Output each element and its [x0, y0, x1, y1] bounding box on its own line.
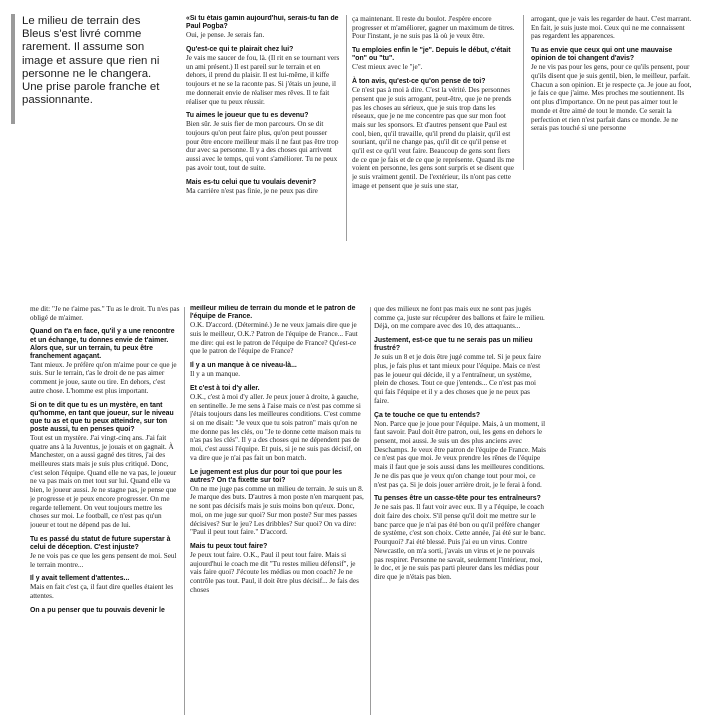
interview-question: On a pu penser que tu pouvais devenir le	[30, 606, 165, 614]
top-column-3	[531, 15, 693, 175]
interview-question: meilleur milieu de terrain du monde et le patron de l'équipe de France.	[190, 305, 356, 321]
interview-question: Ça te touche ce que tu entends?	[374, 411, 481, 419]
interview-answer: O.K., c'est à moi d'y aller. Je peux jouer à droite, à gauche, en sentinelle. Je me sens à l'aise mais ce n'est pas comme si j'étais toujours dans les meilleures conditions. C'est comme si on me disait: "Je veux que tu sois patron" mais qu'on ne me donne pas les clés, ou "Je te donne cette maison mais tu n'as pas les clés". Il y a des choses qui ne dépendent pas de moi, c'est aussi l'équipe. Et puis, si je ne suis pas décisif, on va dire que je n'ai pas fait un bon match.	[190, 392, 362, 462]
interview-answer: Tout est un mystère. J'ai vingt-cinq ans. J'ai fait quatre ans à la Juventus, je jouais et on gagnait. À Manchester, on a aussi gagné des titres, j'ai des meilleures stats mais je suis plus critiqué. Donc, c'est selon l'équipe. Quand elle ne va pas, le joueur ne va pas mais on met tout sur lui. Quand elle va bien, le joueur aussi. Je ne stagne pas, je pense que je progresse et je peux encore progresser. On me regarde tellement. On veut toujours mettre les choses sur moi. Le football, ce n'est pas qu'un joueur et tout ne dépend pas de lui.	[30, 433, 177, 529]
interview-answer: Je vais me saucer de fou, là. (Il rit en se tournant vers un ami présent.) Il est pareil sur le terrain et en dehors, il prend du plaisir. Il est lui-même, il kiffe toujours et ne se la raconte pas. Si j'étais un jeune, il me donnerait envie de réaliser mes rêves. Il te fait réaliser que tu peux réussir.	[186, 53, 340, 106]
interview-answer: Ce n'est pas à moi à dire. C'est la vérité. Des personnes pensent que je suis arrogant, peut-être, que je ne prends pas les choses au sérieux, que je suis trop dans les réseaux, que je ne me concentre pas que sur mon foot mais sur les sponsors. Et d'autres pensent que Paul est cool, bien, qu'il travaille, qu'il prend du plaisir, qu'il est souriant, qu'il ne change pas, qu'il dit ce qu'il pense et qu'il est ce qu'il veut faire. Beaucoup de gens sont fiers de ce que je fais et de ce que je représente. Quand ils me voient en personne, les gens sont surpris et se disent que je suis vraiment gentil. De l'extérieur, ils n'ont pas cette image et pensent que je suis une star,	[352, 86, 515, 190]
interview-question: Il y a un manque à ce niveau-là...	[190, 362, 297, 369]
lead-accent-bar	[11, 14, 15, 124]
interview-answer: Je suis un 8 et je dois être jugé comme tel. Si je peux faire plus, je fais plus et tant mieux pour l'équipe. Mais ce n'est pas le joueur qui décide, il y a l'entraîneur, un système, plein de choses. Tout ce que j'entends... Ce n'est pas moi qui fais l'équipe et il y a des choses que je ne peux pas faire.	[374, 353, 542, 405]
interview-answer: C'est mieux avec le "je".	[352, 63, 423, 72]
interview-question: Si on te dit que tu es un mystère, en tant qu'homme, en tant que joueur, sur le niveau que tu as et que tu peux atteindre, sur ton poste aussi, tu en penses quoi?	[30, 401, 174, 433]
interview-question: Et c'est à toi d'y aller.	[190, 384, 260, 392]
interview-answer: arrogant, que je vais les regarder de haut. C'est marrant. En fait, je suis juste moi. Ceux qui ne me connaissent pas regardent les apparences.	[531, 15, 692, 41]
interview-question: Qu'est-ce qui te plairait chez lui?	[186, 45, 294, 53]
interview-answer: Non. Parce que je joue pour l'équipe. Mais, à un moment, il faut savoir. Paul doit être patron, oui, les gens en dehors le pensent, moi aussi. Je suis un des plus anciens avec Deschamps. Je veux être patron de l'équipe de France. Mais ce n'est pas que moi. Je veux prendre les rênes de l'équipe mais il faut que je sois aussi dans les meilleures conditions. Je ne dis pas que je veux qu'on change tout pour moi, ce n'est pas ça. Si je dois jouer arrière droit, je le ferai à fond.	[374, 419, 546, 489]
interview-question: Tu penses être un casse-tête pour tes entraîneurs?	[374, 495, 541, 503]
column-divider	[346, 15, 347, 241]
interview-answer: Mais en fait c'est ça, il faut dire quelles étaient les attentes.	[30, 583, 174, 601]
interview-answer: Bien sûr. Je suis fier de mon parcours. On se dit toujours qu'on peut faire plus, qu'on peut pousser pour être encore meilleur mais il ne faut pas être trop dur avec sa personne. Il y a des choses qui arrivent aussi avec le temps, qui vont s'améliorer. Tu ne peux pas avoir tout, tout de suite.	[186, 120, 339, 172]
interview-answer: Tant mieux. Je préfère qu'on m'aime pour ce que je suis. Sur le terrain, t'as le droit de ne pas aimer comment je joue, saute ou tire. En dehors, c'est autre chose. L'homme est plus important.	[30, 360, 177, 395]
interview-question: Justement, est-ce que tu ne serais pas un milieu frustré?	[374, 337, 533, 353]
column-divider	[370, 307, 371, 715]
interview-answer: On ne me juge pas comme un milieu de terrain. Je suis un 8. Je marque des buts. D'autres à mon poste n'en marquent pas, ne sont pas décisifs mais je suis moins bon qu'eux. Donc, moi, on me juge sur quoi? Sur mon poste? Sur mes passes décisives? Sur le jeu? Les dribbles? Sur quoi? On va dire: "Paul il peut tout faire." D'accord.	[190, 484, 364, 537]
interview-answer: O.K. D'accord. (Déterminé.) Je ne veux jamais dire que je suis le meilleur, O.K.? Patron de l'équipe de France... Faut me dire: qui est le patron de l'équipe de France? Qu'est-ce que le patron de l'équipe de France?	[190, 321, 358, 356]
top-column-1	[186, 15, 341, 243]
interview-answer: Je ne vis pas pour les gens, pour ce qu'ils pensent, pour qu'ils disent que je suis gentil, bien, le meilleur, parfait. Chacun a son opinion. Et je respecte ça. Je joue au foot, je fais ce que j'aime. Mes proches me soutiennent. Ils ont plus d'importance. On ne peut pas aimer tout le monde et être aimé de tout le monde. Ce serait la perfection et rien n'est parfait dans ce monde. Je ne serais pas touché si une personne	[531, 63, 692, 133]
interview-answer: que des milieux ne font pas mais eux ne sont pas jugés comme ça, juste sur récupérer des ballons et faire le milieu. Déjà, on me compare avec des 10, des attaquants...	[374, 305, 545, 331]
interview-question: Il y avait tellement d'attentes...	[30, 575, 130, 583]
interview-question: Tu emploies enfin le "je". Depuis le début, c'était "on" ou "tu".	[352, 47, 511, 63]
interview-answer: Il y a un manque.	[190, 370, 241, 379]
interview-question: À ton avis, qu'est-ce qu'on pense de toi?	[352, 78, 486, 85]
interview-question: Mais tu peux tout faire?	[190, 542, 268, 550]
interview-answer: Je ne sais pas. Il faut voir avec eux. Il y a l'équipe, le coach doit faire des choix. S'il pense qu'il doit me mettre sur le banc parce que je n'ai pas été bon ou qu'il préfère changer de système, c'est son choix. Cette année, j'ai été sur le banc. Pourquoi? J'ai été blessé. Puis j'ai eu un virus. Contre Newcastle, on m'a sorti, j'avais un virus et je ne pouvais pas respirer. Personne ne savait, seulement l'intérieur, moi, le doc, et je ne suis pas parti pleurer dans les médias pour dire que je n'étais pas bien.	[374, 503, 546, 581]
interview-answer: me dit: "Je ne t'aime pas." Tu as le droit. Tu n'es pas obligé de m'aimer.	[30, 305, 180, 322]
bottom-column-2	[190, 305, 365, 720]
article-lead: Le milieu de terrain des Bleus s'est livré comme rarement. Il assume son image et assure que rien ni personne ne le changera. Une prise parole franche et passionnante.	[22, 15, 160, 107]
interview-question: Tu es passé du statut de future superstar à celui de déception. C'est injuste?	[30, 535, 171, 551]
interview-answer: Je ne vois pas ce que les gens pensent de moi. Seul le terrain montre...	[30, 551, 177, 569]
bottom-column-3	[374, 305, 546, 720]
interview-answer: Ma carrière n'est pas finie, je ne peux pas dire	[186, 186, 318, 195]
interview-answer: Je peux tout faire. O.K., Paul il peut tout faire. Mais si aujourd'hui le coach me dit "Tu restes milieu défensif", je vais faire quoi? J'écoute les médias ou mon coach? Je ne contrôle pas tout. Paul, il doit être plus décisif... Je fais des choses	[190, 551, 359, 594]
interview-answer: Oui, je pense. Je serais fan.	[186, 31, 265, 40]
interview-question: Quand on t'a en face, qu'il y a une rencontre et un échange, tu donnes envie de t'aimer. Alors que, sur un terrain, tu peux être franchement agaçant.	[30, 328, 175, 360]
interview-answer: ça maintenant. Il reste du boulot. J'espère encore progresser et m'améliorer, gagner un maximum de titres. Pour l'instant, je ne suis pas là où je veux être.	[352, 15, 515, 41]
interview-question: Le jugement est plus dur pour toi que pour les autres? On t'a fixette sur toi?	[190, 468, 342, 484]
column-divider	[184, 307, 185, 715]
interview-question: Mais es-tu celui que tu voulais devenir?	[186, 178, 317, 186]
interview-question: «Si tu étais gamin aujourd'hui, serais-tu fan de Paul Pogba?	[186, 15, 339, 31]
column-divider	[523, 15, 524, 170]
top-column-2	[352, 15, 516, 243]
interview-question: Tu aimes le joueur que tu es devenu?	[186, 112, 309, 120]
interview-question: Tu as envie que ceux qui ont une mauvaise opinion de toi changent d'avis?	[531, 47, 673, 63]
bottom-column-1	[30, 305, 180, 720]
